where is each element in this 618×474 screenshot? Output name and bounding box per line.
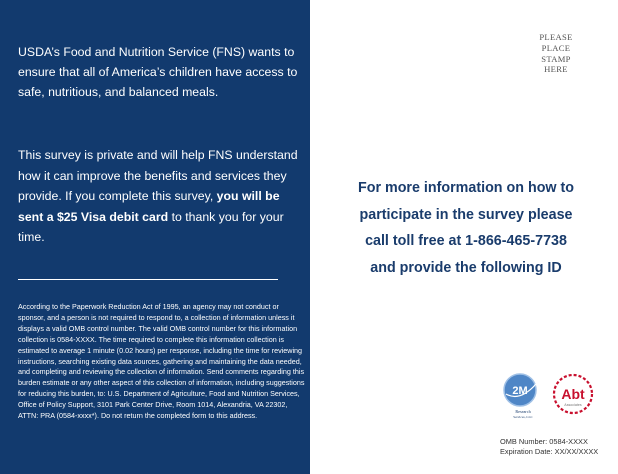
2m-logo-sub2: Services, LLC: [513, 415, 533, 419]
info-line: call toll free at 1-866-465-7738: [365, 233, 567, 249]
stamp-line: PLACE: [541, 42, 571, 53]
2m-logo-text: 2M: [512, 385, 528, 397]
stamp-line: PLEASE: [539, 32, 573, 42]
2m-research-logo: [500, 372, 546, 422]
incentive-text: you will be sent a $25 Visa debit card: [18, 189, 280, 224]
omb-info: [500, 437, 615, 457]
info-heading: [330, 175, 602, 281]
divider: [18, 279, 278, 280]
expiration-date: Expiration Date: XX/XX/XXXX: [500, 447, 599, 456]
abt-associates-logo: [550, 372, 596, 418]
stamp-line: HERE: [544, 64, 568, 75]
paperwork-reduction-notice: According to the Paperwork Reduction Act of 1995, an agency may not conduct or sponsor, and a person is not required to respond to, a collection of information unless it displays a valid OMB control number. The valid OMB control number for this information collection is 0584-XXXX. The time required to complete this information collection is estimated to average 1 minute (0.02 hours) per response, including the time for reviewing instructions, searching existing data sources, gathering and maintaining the data needed, and completing and reviewing the collection of information. Send comments regarding this burden estimate or any other aspect of this collection of information, including suggestions for reducing this burden, to: U.S. Department of Agriculture, Food and Nutrition Services, Office of Policy Support, 3101 Park Center Drive, Room 1014, Alexandria, VA 22302, ATTN: PRA (0584-xxxx*). Do not return the completed form to this address.: [18, 302, 305, 421]
abt-logo-text: Abt: [561, 386, 585, 402]
stamp-line: STAMP: [541, 53, 571, 64]
info-line: participate in the survey please: [359, 206, 573, 223]
intro-text: USDA’s Food and Nutrition Service (FNS) wants to ensure that all of America’s children have access to safe, nutritious, and balanced meals.: [18, 45, 298, 99]
privacy-text-part2: to thank you for your time.: [18, 209, 284, 244]
abt-logo-sub: Associates: [564, 403, 582, 407]
stamp-box: [528, 32, 584, 75]
omb-number: OMB Number: 0584-XXXX: [500, 437, 588, 446]
2m-logo-sub1: Research: [515, 409, 531, 414]
privacy-text-part1: This survey is private and will help FNS understand how it can improve the benefits and services they provide. If you complete this survey,: [18, 148, 298, 203]
privacy-text: [18, 145, 304, 248]
info-line: For more information on how to: [357, 180, 575, 196]
info-line: and provide the following ID: [370, 259, 562, 276]
